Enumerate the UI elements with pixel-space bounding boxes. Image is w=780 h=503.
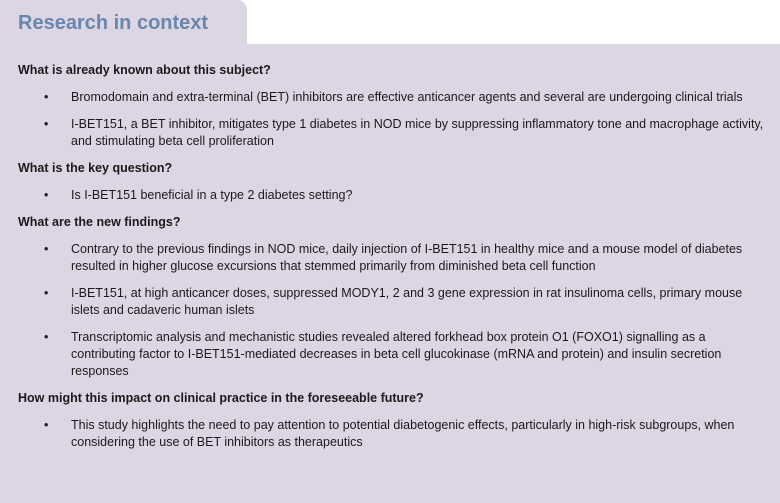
list-item <box>18 187 770 204</box>
bullet-icon: • <box>44 418 49 432</box>
bullet-icon: • <box>44 188 49 202</box>
list-item-text: I-BET151, at high anticancer doses, suppressed MODY1, 2 and 3 gene expression in rat insulinoma cells, primary mouse islets and cadaveric human islets <box>71 286 743 317</box>
list-item <box>18 285 770 319</box>
bullet-icon: • <box>44 90 49 104</box>
section-heading-new-findings: What are the new findings? <box>18 215 181 229</box>
list-item-text: Is I-BET151 beneficial in a type 2 diabetes setting? <box>71 188 353 202</box>
list-item-text: Contrary to the previous findings in NOD mice, daily injection of I-BET151 in healthy mice and a mouse model of diabetes resulted in higher glucose excursions that stemmed primarily from diminished beta cell function <box>71 242 743 273</box>
list-item <box>18 329 770 380</box>
section-list-key-question <box>18 187 770 204</box>
list-item <box>18 241 770 275</box>
section-list-clinical-impact <box>18 417 770 451</box>
bullet-icon: • <box>44 117 49 131</box>
section-heading-clinical-impact: How might this impact on clinical practice in the foreseeable future? <box>18 391 424 405</box>
list-item-text: I-BET151, a BET inhibitor, mitigates type 1 diabetes in NOD mice by suppressing inflammatory tone and macrophage activity, and stimulating beta cell proliferation <box>71 117 764 148</box>
list-item <box>18 116 770 150</box>
section-heading-known: What is already known about this subject? <box>18 63 271 77</box>
list-item <box>18 417 770 451</box>
bullet-icon: • <box>44 286 49 300</box>
section-heading-key-question: What is the key question? <box>18 161 173 175</box>
bullet-icon: • <box>44 330 49 344</box>
panel-body <box>0 44 780 503</box>
list-item-text: Transcriptomic analysis and mechanistic studies revealed altered forkhead box protein O1 (FOXO1) signalling as a contributing factor to I-BET151-mediated decreases in beta cell glucokinase (mRNA and protein) and insulin secretion responses <box>71 330 722 378</box>
panel-title: Research in context <box>0 0 247 44</box>
list-item-text: Bromodomain and extra-terminal (BET) inhibitors are effective anticancer agents and several are undergoing clinical trials <box>71 90 743 104</box>
section-list-new-findings <box>18 241 770 380</box>
section-list-known <box>18 89 770 150</box>
bullet-icon: • <box>44 242 49 256</box>
list-item <box>18 89 770 106</box>
list-item-text: This study highlights the need to pay attention to potential diabetogenic effects, particularly in high-risk subgroups, when considering the use of BET inhibitors as therapeutics <box>71 418 735 449</box>
